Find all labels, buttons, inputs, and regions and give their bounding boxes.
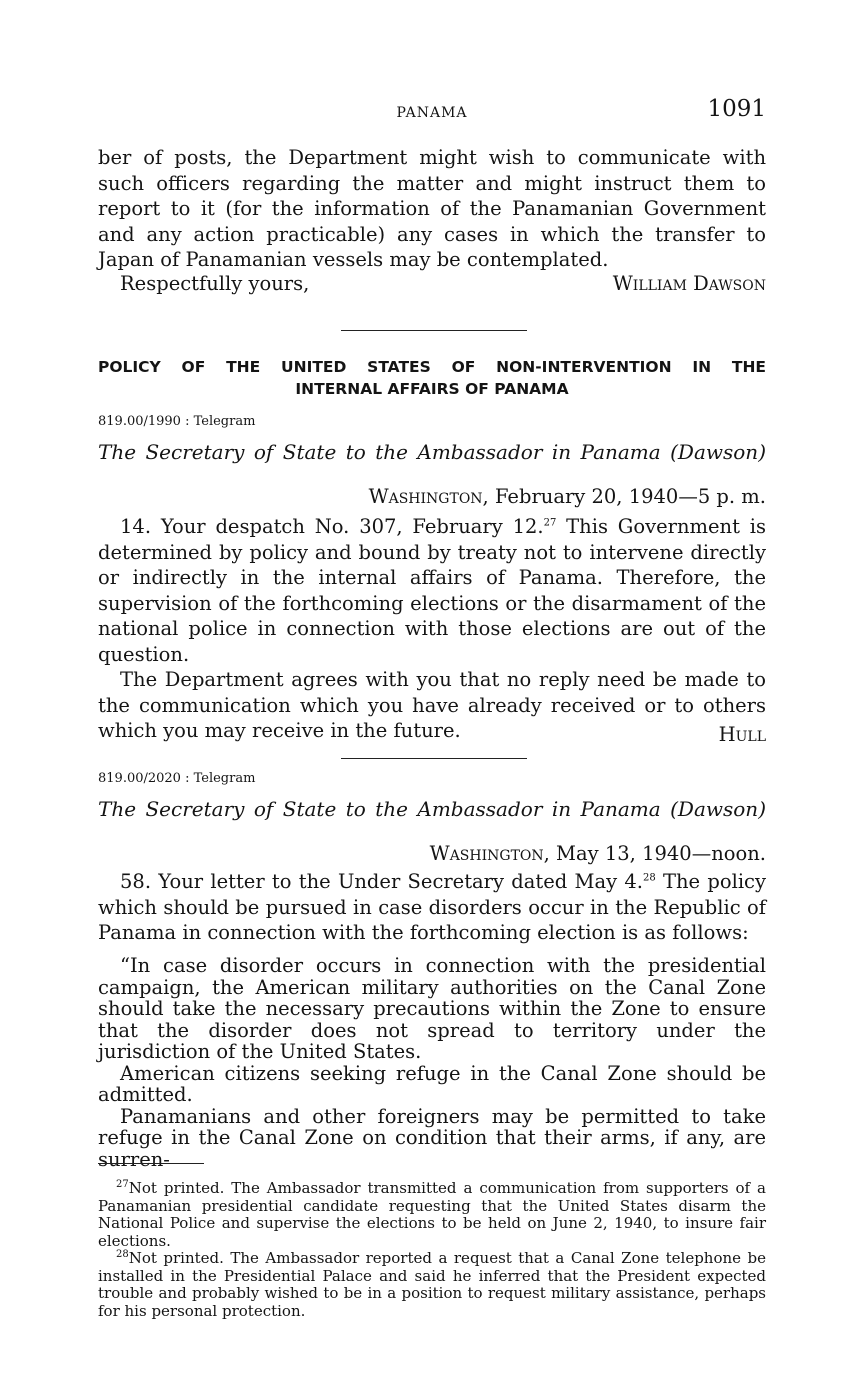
quote-paragraph: Panamanians and other foreigners may be permitted to take refuge in the Canal Zone on condition that their arms, if any, are surren- — [98, 1104, 766, 1171]
footnote-rule — [98, 1163, 204, 1164]
quote-paragraph: “In case disorder occurs in connection with the presidential campaign, the American military authorities on the Canal Zone should take the necessary precautions within the Zone to ensure that the disorder does not spread to territory under the jurisdiction of the United States. — [98, 954, 766, 1063]
continuation-paragraph: ber of posts, the Department might wish to communicate with such officers regarding the matter and might instruct them to report to it (for the information of the Panamanian Government and any action practicable) any cases in which the transfer to Japan of Panamanian vessels may be contemplated. — [98, 146, 766, 271]
complimentary-close: Respectfully yours, — [120, 272, 310, 295]
continuation-block — [98, 145, 766, 273]
paragraph-text: 14. Your despatch No. 307, February 12. — [120, 515, 544, 538]
footnote-text: Not printed. The Ambassador reported a request that a Canal Zone telephone be installed in the Presidential Palace and said he inferred that the President expected trouble and probably wished to be in a position to request military assistance, perhaps for his personal protection. — [98, 1249, 766, 1320]
section-heading-line1: POLICY OF THE UNITED STATES OF NON-INTERVENTION IN THE — [98, 358, 766, 376]
footnote-number: 28 — [116, 1249, 129, 1260]
section-heading — [98, 356, 766, 400]
section-divider — [341, 330, 527, 331]
page-number: 1091 — [707, 96, 766, 122]
footnote-number: 27 — [116, 1179, 129, 1190]
paragraph-text: The policy which should be pursued in case disorders occur in the Republic of Panama in connection with the forthcoming election is as follows: — [98, 870, 766, 944]
running-head — [98, 96, 766, 126]
document-divider — [341, 758, 527, 759]
quote-paragraph: American citizens seeking refuge in the Canal Zone should be admitted. — [98, 1061, 766, 1106]
dateline-place: Washington, — [368, 485, 489, 508]
dateline-date: February 20, 1940—5 p. m. — [494, 485, 766, 508]
file-reference: 819.00/2020 : Telegram — [98, 771, 256, 786]
paragraph-text: 58. Your letter to the Under Secretary dated May 4. — [120, 870, 643, 893]
footnote-ref: 28 — [643, 872, 656, 884]
footnote-text: Not printed. The Ambassador transmitted a communication from supporters of a Panamanian presidential candidate requesting that the United States disarm the National Police and supervise the elections to be held on June 2, 1940, to insure fair elections. — [98, 1179, 766, 1250]
body-paragraph — [98, 514, 766, 667]
footnotes — [98, 1180, 766, 1320]
file-reference: 819.00/1990 : Telegram — [98, 414, 256, 429]
dateline-place: Washington, — [429, 842, 550, 865]
footnote — [98, 1250, 766, 1320]
document-title: The Secretary of State to the Ambassador in Panama (Dawson) — [98, 440, 766, 464]
document-body — [98, 514, 766, 744]
signature-dawson: William Dawson — [612, 272, 766, 295]
footnote-ref: 27 — [543, 517, 557, 529]
body-paragraph: The Department agrees with you that no reply need be made to the communication which you have already received or to others which you may receive in the future. — [98, 668, 766, 742]
document-body — [98, 869, 766, 946]
running-title: PANAMA — [396, 105, 468, 121]
paragraph-text: This Government is determined by policy and bound by treaty not to intervene directly or indirectly in the internal affairs of Panama. Therefore, the supervision of the forthcoming elections or the disarmament of the national police in connection with those elections are out of the question. — [98, 515, 767, 666]
document-title: The Secretary of State to the Ambassador in Panama (Dawson) — [98, 797, 766, 821]
footnote — [98, 1180, 766, 1250]
signature-hull: Hull — [718, 723, 766, 746]
dateline-date: May 13, 1940—noon. — [556, 842, 766, 865]
quotation-block — [98, 955, 766, 1170]
dateline — [369, 485, 766, 508]
body-paragraph — [98, 869, 766, 946]
section-heading-line2: INTERNAL AFFAIRS OF PANAMA — [295, 380, 569, 398]
dateline — [430, 842, 766, 865]
